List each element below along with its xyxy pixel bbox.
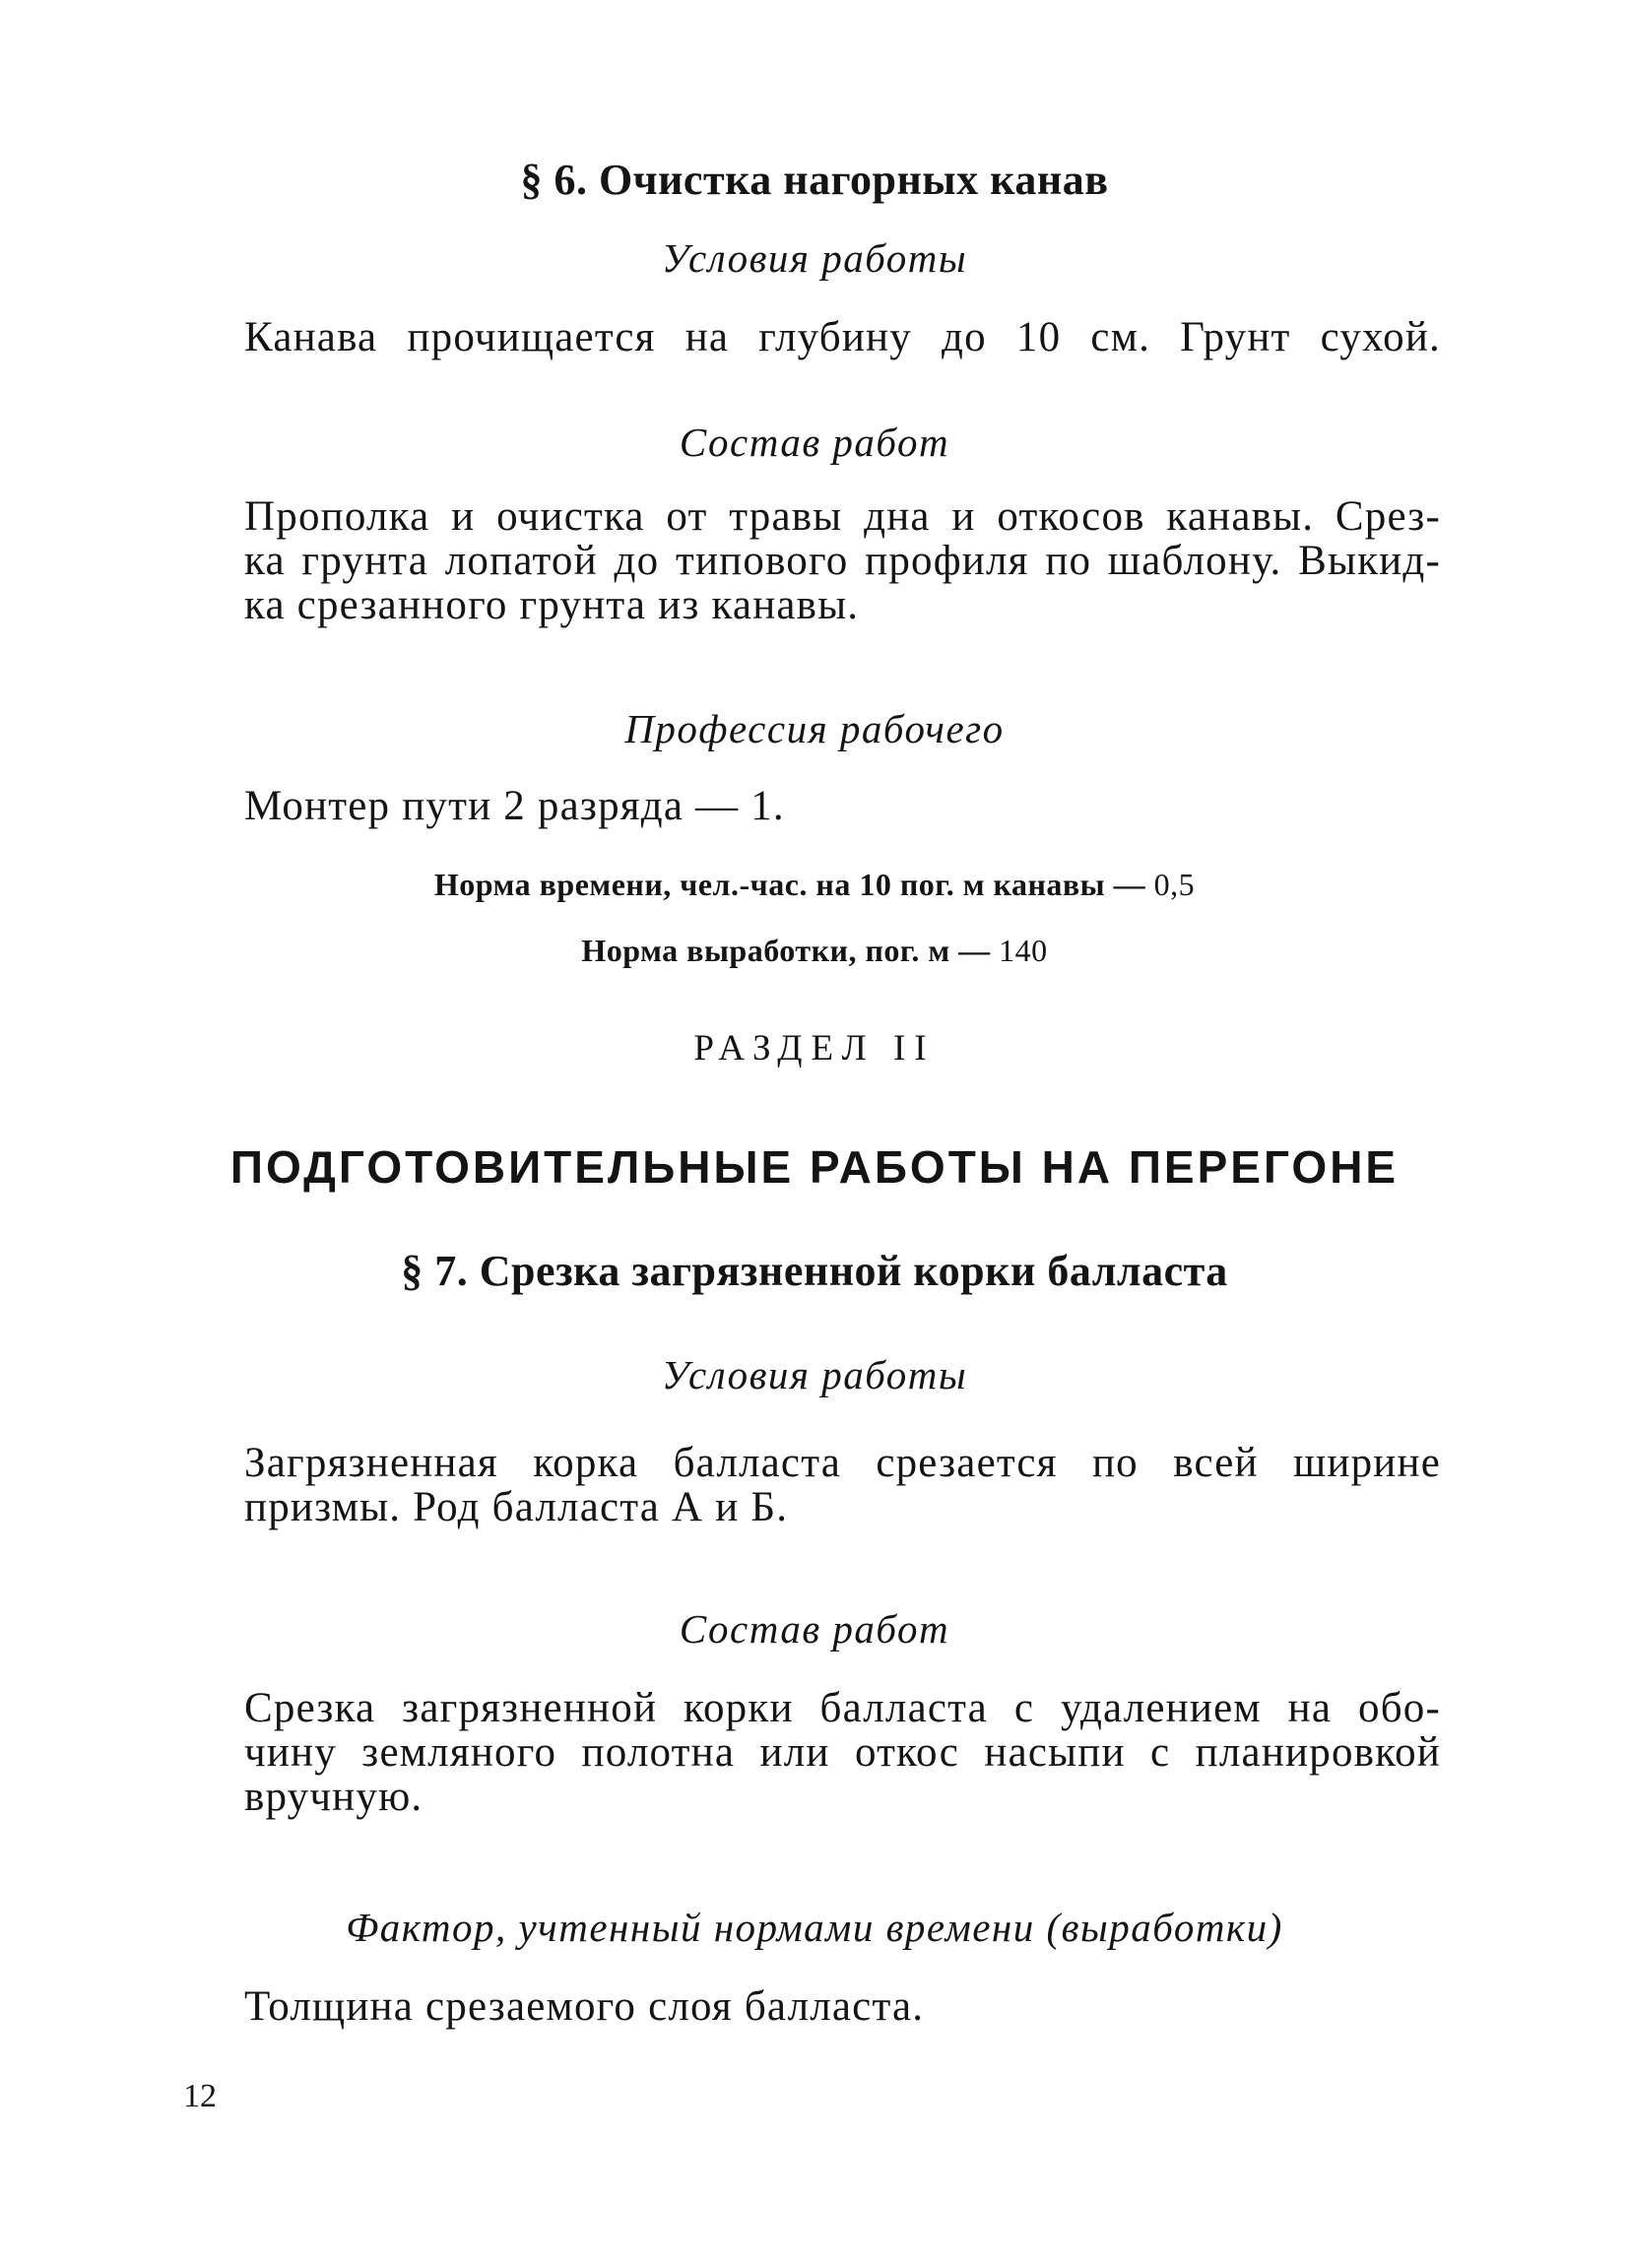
p6-norm-time-value: 0,5: [1153, 867, 1196, 902]
p6-norm-time-label: Норма времени, чел.-час. на 10 пог. м канавы —: [433, 867, 1146, 902]
p7-work-paragraph: [244, 1686, 1441, 1819]
p7-factor-text: Толщина срезаемого слоя балласта.: [244, 1983, 925, 2030]
p6-work-label: Состав работ: [679, 420, 950, 465]
p6-norm-output-value: 140: [999, 933, 1048, 968]
p6-norm-output: [0, 933, 1629, 969]
p6-conditions-text: Канава прочищается на глубину до 10 см. Грунт сухой.: [244, 314, 1441, 360]
p6-work-line: ка срезанного грунта из канавы.: [244, 582, 860, 628]
p7-conditions-line: Загрязненная корка балласта срезается по всей ширине: [244, 1440, 1441, 1486]
p6-work-line: ка грунта лопатой до типового профиля по шаблону. Выкид-: [244, 538, 1441, 584]
p7-work-line: чину земляного полотна или откос насыпи с планировкой: [244, 1729, 1441, 1776]
p6-work-paragraph: [244, 494, 1441, 627]
p6-work-line: Прополка и очистка от травы дна и откосов канавы. Срез-: [244, 493, 1441, 540]
p7-work-line: Срезка загрязненной корки балласта с удалением на обо-: [244, 1685, 1441, 1731]
page-number: 12: [183, 2078, 217, 2114]
section-title: ПОДГОТОВИТЕЛЬНЫЕ РАБОТЫ НА ПЕРЕГОНЕ: [229, 1141, 1400, 1193]
p6-norm-output-label: Норма выработки, пог. м —: [581, 933, 991, 968]
p7-work-label: Состав работ: [679, 1606, 950, 1652]
section-label: РАЗДЕЛ II: [693, 1028, 936, 1069]
p7-conditions-paragraph: [244, 1441, 1441, 1529]
p6-title: § 6. Очистка нагорных канав: [520, 156, 1109, 204]
p6-norm-time: [0, 867, 1629, 903]
p7-factor-label: Фактор, учтенный нормами времени (выработки): [346, 1905, 1283, 1950]
p7-work-line: вручную.: [244, 1774, 424, 1820]
p7-title: § 7. Срезка загрязненной корки балласта: [401, 1247, 1228, 1295]
p7-conditions-label: Условия работы: [661, 1352, 968, 1397]
p6-profession-label: Профессия рабочего: [624, 706, 1005, 751]
p6-profession-text: Монтер пути 2 разряда — 1.: [244, 783, 785, 829]
p6-conditions-label: Условия работы: [661, 235, 968, 281]
p7-conditions-line: призмы. Род балласта А и Б.: [244, 1484, 789, 1530]
